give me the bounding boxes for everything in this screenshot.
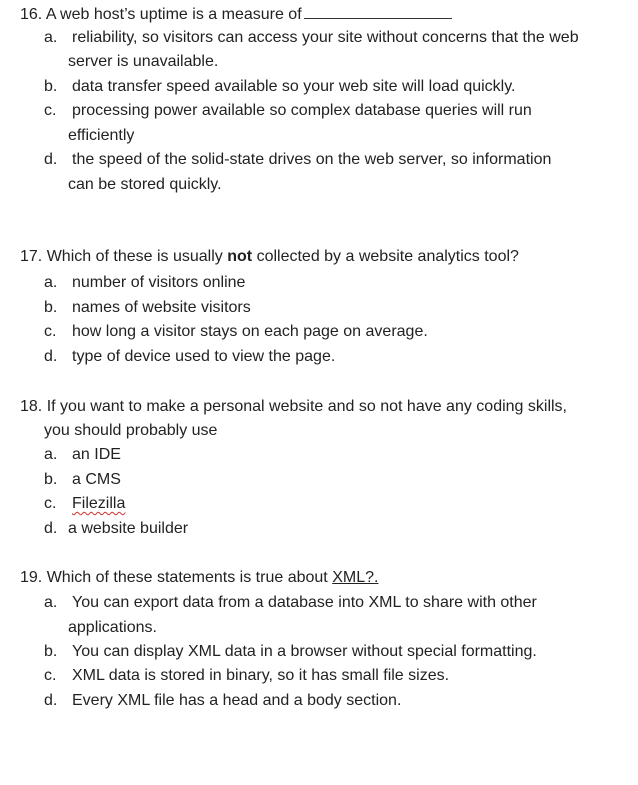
option-c-continued: efficiently [68,127,135,144]
option-label: b. [44,78,58,95]
option-d [44,347,335,367]
question-19-stem [20,568,378,588]
question-number: 16. [20,6,43,23]
option-text: the speed of the solid-state drives on the web server, so information [72,151,552,168]
option-label: c. [44,495,57,512]
option-a [44,273,245,293]
option-c [44,666,449,686]
question-number: 18. [20,398,43,415]
option-d [44,691,401,711]
option-text: a website builder [68,520,189,537]
option-text: processing power available so complex database queries will run [72,102,532,119]
option-b [44,298,251,318]
option-b [44,642,537,662]
option-label: d. [44,348,58,365]
option-label: d. [44,692,58,709]
option-a-continued: applications. [68,619,157,636]
option-label: b. [44,471,58,488]
option-label: c. [44,323,57,340]
option-label: b. [44,299,58,316]
option-d-continued: can be stored quickly. [68,176,222,193]
option-label: c. [44,102,57,119]
question-underlined-term: XML?. [332,569,379,586]
option-text: Filezilla [72,495,126,512]
option-text: number of visitors online [72,274,246,291]
question-number: 19. [20,569,43,586]
option-c [44,101,532,121]
option-text: names of website visitors [72,299,251,316]
option-b [44,77,516,97]
option-label: c. [44,667,57,684]
question-emphasis: not [227,248,253,265]
question-text: Which of these statements is true about [46,569,328,586]
option-d [44,519,188,539]
option-text: data transfer speed available so your web site will load quickly. [72,78,516,95]
option-text: Every XML file has a head and a body section. [72,692,402,709]
answer-blank [304,4,452,19]
option-a [44,28,579,48]
option-c [44,494,125,514]
question-17-stem [20,247,519,267]
option-text: type of device used to view the page. [72,348,336,365]
option-c [44,322,428,342]
option-b [44,470,121,490]
option-text: an IDE [72,446,121,463]
option-text: You can display XML data in a browser without special formatting. [72,643,537,660]
option-text: how long a visitor stays on each page on average. [72,323,428,340]
option-text: You can export data from a database into XML to share with other [72,594,537,611]
option-d [44,150,551,170]
question-16-stem [20,4,452,25]
option-label: a. [44,274,58,291]
question-text: A web host’s uptime is a measure of [45,6,302,23]
question-18-stem-continued: you should probably use [44,422,218,439]
question-text-end: collected by a website analytics tool? [256,248,519,265]
option-text: a CMS [72,471,121,488]
option-label: a. [44,594,58,611]
option-label: b. [44,643,58,660]
question-18-stem [20,397,567,417]
option-label: a. [44,446,58,463]
question-text: Which of these is usually [46,248,223,265]
question-number: 17. [20,248,43,265]
option-text: XML data is stored in binary, so it has small file sizes. [72,667,450,684]
option-label: d. [44,151,58,168]
option-a-continued: server is unavailable. [68,53,219,70]
option-label: a. [44,29,58,46]
option-a [44,445,121,465]
option-text: reliability, so visitors can access your site without concerns that the web [72,29,579,46]
question-text: If you want to make a personal website and so not have any coding skills, [46,398,567,415]
option-label: d. [44,520,58,537]
option-a [44,593,537,613]
